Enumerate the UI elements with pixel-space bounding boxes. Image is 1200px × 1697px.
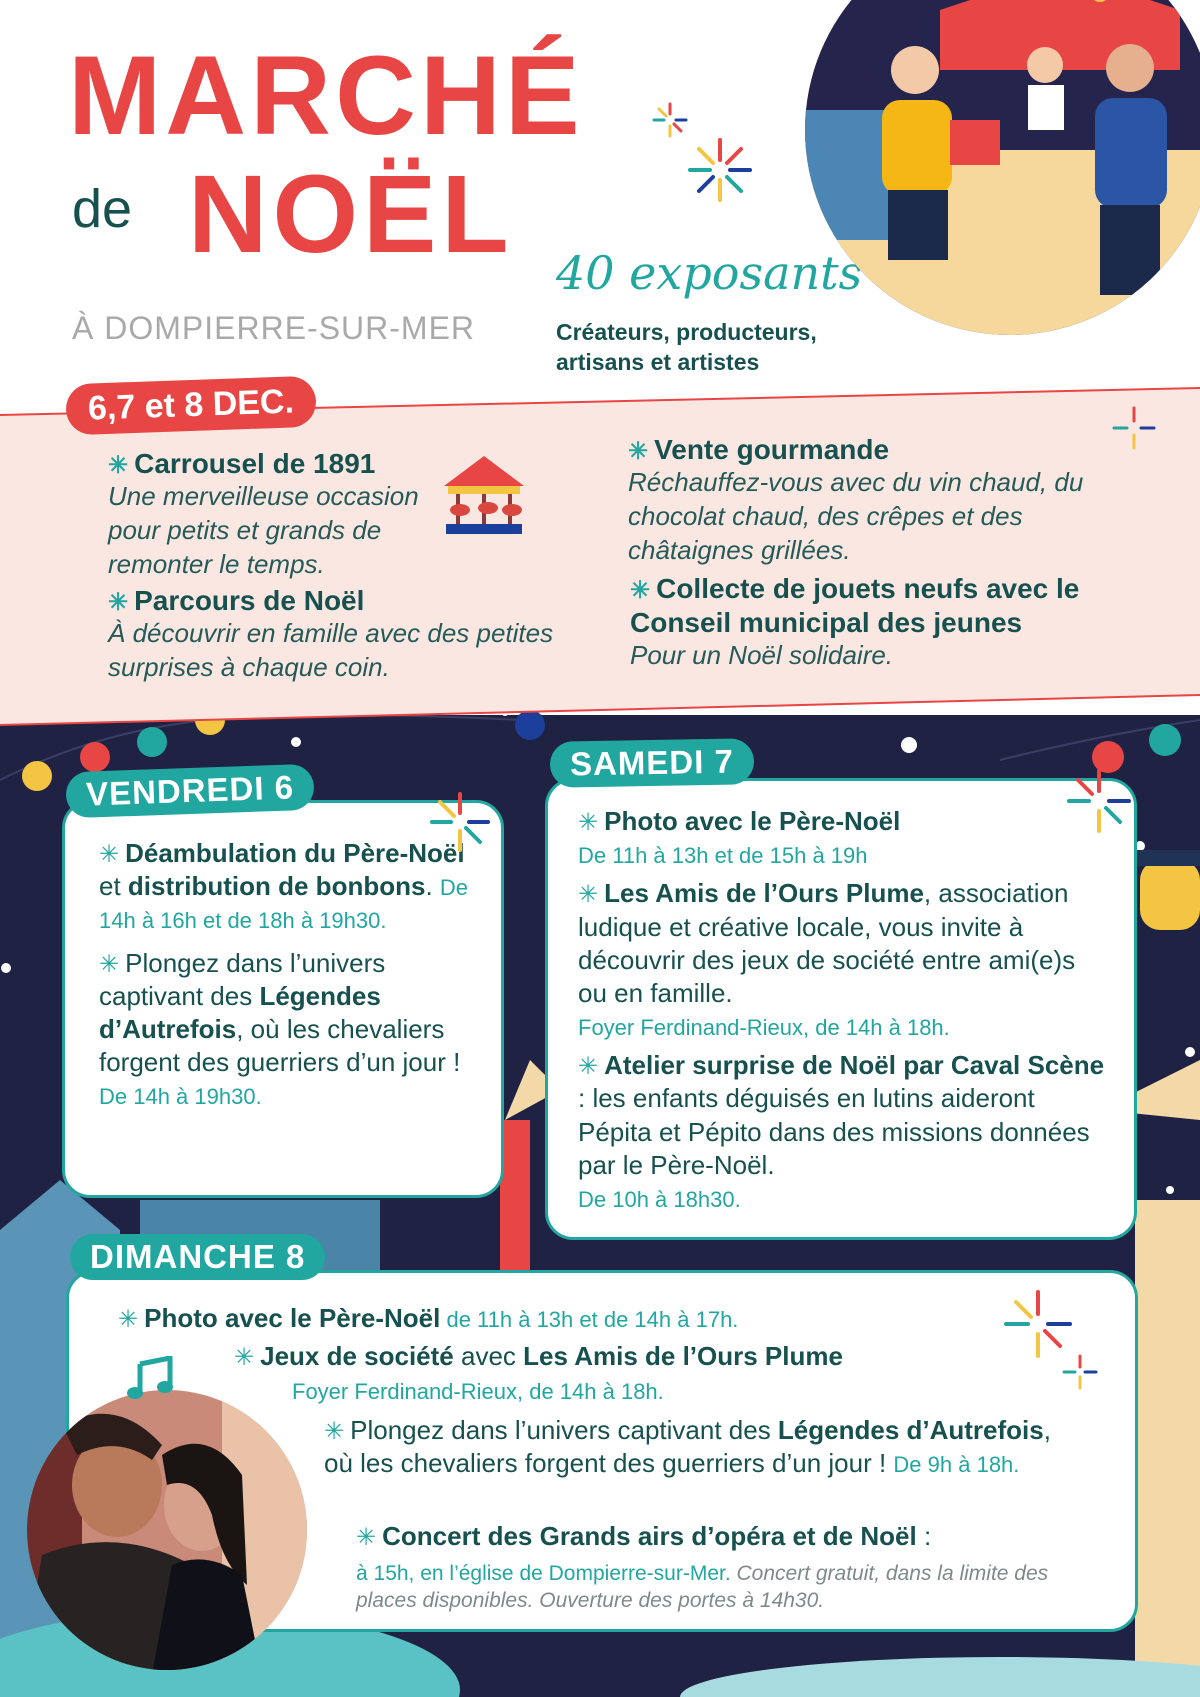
saturday-photo-label: Photo avec le Père-Noël <box>604 806 901 836</box>
sunday-line-concert <box>356 1520 1116 1553</box>
sparkle-icon: ✳ <box>234 1344 255 1371</box>
sunday-line-games <box>234 1340 843 1373</box>
sunday-games-label: Jeux de société <box>260 1341 454 1371</box>
sunday-concert-details <box>356 1560 1096 1615</box>
sparkle-icon: ✳ <box>628 438 649 465</box>
date-badge: 6,7 et 8 DEC. <box>65 376 317 436</box>
saturday-ours-plume-label: Les Amis de l’Ours Plume <box>604 878 924 909</box>
sparkle-icon: ✳ <box>578 1053 599 1081</box>
sunday-text: , où les chevaliers forgent des guerriers d’un jour ! <box>324 1415 1051 1479</box>
title-noel: NOËL <box>188 153 514 276</box>
sunday-badge: DIMANCHE 8 <box>70 1234 325 1280</box>
saturday-text: , association ludique et créative locale, vous invite à découvrir des jeux de société entre ami(e)s ou en famille. <box>578 878 1076 1008</box>
firework-icon <box>1060 1352 1100 1392</box>
sunday-ours-plume-label: Les Amis de l’Ours Plume <box>523 1341 843 1371</box>
firework-icon <box>1002 1288 1074 1360</box>
title-marche: MARCHÉ <box>68 33 584 158</box>
sparkle-icon: ✳ <box>578 809 599 836</box>
saturday-ours-plume-time: Foyer Ferdinand-Rieux, de 14h à 18h. <box>578 1015 950 1040</box>
opera-singers-photo <box>22 1385 312 1675</box>
saturday-text: : les enfants déguisés en lutins aideront Pépita et Pépito dans des missions données par le Père-Noël. <box>578 1083 1090 1180</box>
event-description: À découvrir en famille avec des petites surprises à chaque coin. <box>108 618 554 682</box>
sunday-legends-time: De 9h à 18h. <box>893 1452 1020 1478</box>
location-subtitle: À DOMPIERRE-SUR-MER <box>72 310 476 346</box>
friday-parade-time: De 14h à 16h et de 18h à 19h30. <box>99 875 469 934</box>
sunday-photo-label: Photo avec le Père-Noël <box>144 1303 441 1333</box>
sunday-text: : <box>916 1521 932 1551</box>
friday-text: . <box>425 871 440 902</box>
friday-text: et <box>99 871 128 902</box>
firework-icon <box>650 100 690 140</box>
sunday-text: avec <box>453 1341 524 1371</box>
friday-parade-label: Déambulation du Père-Noël <box>125 838 465 868</box>
sunday-games-time: Foyer Ferdinand-Rieux, de 14h à 18h. <box>292 1379 664 1404</box>
sparkle-icon: ✳ <box>356 1524 377 1551</box>
saturday-photo-time: De 11h à 13h et de 15h à 19h <box>578 843 868 869</box>
sparkle-icon: ✳ <box>630 577 651 604</box>
exhibitors-count: 40 exposants <box>556 246 863 300</box>
friday-text: Plongez dans l’univers captivant des <box>99 947 386 1011</box>
firework-icon <box>1064 766 1134 836</box>
sparkle-icon: ✳ <box>324 1418 345 1445</box>
sunday-line-photo <box>118 1302 738 1335</box>
sunday-concert-note: Concert gratuit, dans la limite des places disponibles. Ouverture des portes à 14h30. <box>356 1562 1049 1613</box>
event-description: Pour un Noël solidaire. <box>630 640 894 671</box>
friday-legends-time: De 14h à 19h30. <box>99 1084 262 1110</box>
sunday-concert-time: à 15h, en l’église de Dompierre-sur-Mer. <box>356 1562 731 1585</box>
event-title: Collecte de jouets neufs avec le Conseil municipal des jeunes <box>630 573 1080 638</box>
firework-icon <box>1110 404 1158 452</box>
friday-text: , où les chevaliers forgent des guerriers d’un jour ! <box>99 1013 461 1077</box>
firework-icon <box>428 790 492 854</box>
firework-icon <box>685 135 755 205</box>
sunday-concert-label: Concert des Grands airs d’opéra et de Noël <box>382 1521 917 1551</box>
sunday-photo-time: de 11h à 13h et de 14h à 17h. <box>440 1307 739 1332</box>
sparkle-icon: ✳ <box>99 950 120 978</box>
sunday-legends-label: Légendes d’Autrefois <box>777 1415 1044 1445</box>
sunday-text: Plongez dans l’univers captivant des <box>350 1415 778 1445</box>
sparkle-icon: ✳ <box>108 452 129 479</box>
event-vente-gourmande <box>628 434 1098 567</box>
market-illustration <box>800 0 1200 340</box>
saturday-badge: SAMEDI 7 <box>550 738 755 788</box>
sparkle-icon: ✳ <box>108 589 129 616</box>
saturday-atelier-label: Atelier surprise de Noël par Caval Scène <box>604 1050 1105 1081</box>
event-title: Carrousel de 1891 <box>134 448 376 479</box>
friday-badge: VENDREDI 6 <box>65 764 315 819</box>
event-description: Réchauffez-vous avec du vin chaud, du chocolat chaud, des crêpes et des châtaignes grillées. <box>628 467 1084 565</box>
sparkle-icon: ✳ <box>118 1306 139 1333</box>
event-description: Une merveilleuse occasion pour petits et grands de remonter le temps. <box>108 481 419 579</box>
event-collecte-jouets <box>630 572 1100 673</box>
event-title: Parcours de Noël <box>134 585 365 616</box>
event-parcours <box>108 585 578 685</box>
saturday-card <box>545 778 1137 1240</box>
sparkle-icon: ✳ <box>578 881 599 909</box>
carousel-icon <box>438 448 530 540</box>
saturday-atelier-time: De 10h à 18h30. <box>578 1186 741 1212</box>
friday-candy-label: distribution de bonbons <box>127 871 426 902</box>
friday-card <box>62 800 504 1198</box>
event-title: Vente gourmande <box>654 434 890 465</box>
sunday-line-legends <box>324 1414 1084 1480</box>
music-note-icon <box>126 1356 176 1402</box>
sparkle-icon: ✳ <box>99 841 120 868</box>
exhibitors-description: Créateurs, producteurs, artisans et artistes <box>556 319 817 375</box>
title-de: de <box>72 179 133 239</box>
friday-legends-label: Légendes d’Autrefois <box>99 980 381 1044</box>
